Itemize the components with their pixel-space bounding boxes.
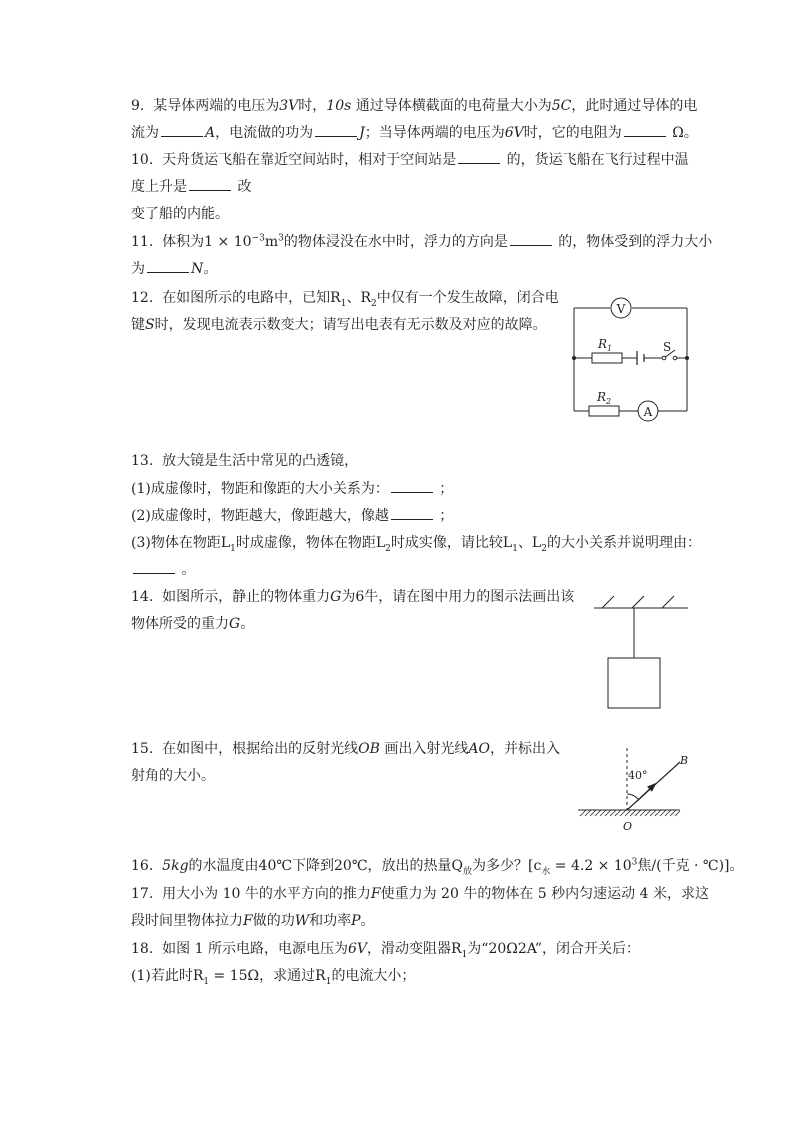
q15-number: 15.	[131, 741, 154, 757]
q12-number: 12.	[131, 290, 154, 306]
q10-text-e: 变了船的内能。	[131, 206, 229, 222]
q9-text-e: 流为	[131, 125, 159, 141]
q17-text-f: 。	[360, 913, 375, 929]
q16-number: 16.	[131, 858, 154, 874]
q11-blank-direction[interactable]	[510, 233, 552, 246]
q13-part-3c: 时成实像，请比较L	[390, 535, 513, 551]
q11-volume-exp: −3	[251, 233, 265, 244]
q14-line-1	[131, 588, 574, 606]
q15-ao: AO	[468, 741, 490, 757]
q11-unit-exp: 3	[278, 233, 284, 244]
angle-arc	[627, 794, 638, 799]
q13-part-3b: 时成虚像，物体在物距L	[235, 535, 386, 551]
q9-time: 10s	[326, 98, 352, 114]
q9-line-2	[131, 124, 698, 142]
mirror-hatch	[580, 810, 680, 816]
q9-unit-j: J	[359, 125, 365, 141]
q14-g-2: G	[229, 616, 241, 632]
q9-blank-work[interactable]	[315, 124, 357, 137]
switch-contact-icon	[662, 356, 666, 360]
q18-line-1	[131, 940, 640, 958]
q9-blank-current[interactable]	[161, 124, 203, 137]
q9-unit-ohm: Ω。	[672, 125, 698, 141]
q18-text-b: ，滑动变阻器R	[367, 941, 462, 957]
q18-line-2	[131, 967, 415, 985]
q16-text-f: 焦/(千克 · ℃)]。	[637, 858, 744, 874]
q16-text-b: 下降到	[292, 858, 335, 874]
q13-part-2: (2)成虚像时，物距越大，像距越大，像越	[131, 508, 389, 524]
q14-text-b: 为6牛，请在图中用力的图示法画出该	[341, 589, 575, 605]
q18-part-1a: (1)若此时R	[131, 968, 204, 984]
q13-part-1-end: ；	[439, 481, 454, 497]
q15-text-b: 画出入射光线	[384, 741, 469, 757]
q11-text-c: 的，物体受到的浮力大小	[558, 234, 713, 250]
q13-part-3d: 、L	[517, 535, 542, 551]
q18-sub: 1	[461, 949, 468, 960]
q16-text-c: ，放出的热量Q	[367, 858, 463, 874]
q13-sub: 1	[230, 543, 236, 554]
q13-sub: 1	[512, 543, 518, 554]
q11-text-b: 的物体浸没在水中时，浮力的方向是	[283, 234, 508, 250]
q13-line-5	[131, 561, 195, 579]
resistor-r1-icon	[592, 353, 622, 363]
q9-text-c: 通过导体横截面的电荷量大小为	[355, 98, 552, 114]
q17-text-d: 做的功	[252, 913, 295, 929]
q17-number: 17.	[131, 886, 154, 902]
switch-contact-icon	[673, 356, 677, 360]
q15-line-2	[131, 767, 215, 785]
q18-voltage: 6V	[347, 941, 368, 957]
q13-sub: 2	[385, 543, 391, 554]
q9-line-1	[131, 97, 697, 115]
q9-unit-a: A	[205, 125, 216, 141]
voltmeter-label: V	[616, 302, 626, 316]
q14-text-c: 物体所受的重力	[131, 616, 229, 632]
q9-text-d: ，此时通过导体的电	[571, 98, 698, 114]
q13-blank-2[interactable]	[391, 507, 433, 520]
r1-label: $R_1$	[598, 337, 613, 353]
q16-exp: 3	[631, 857, 638, 868]
q18-part-1c: 的电流大小；	[331, 968, 416, 984]
q17-text-c: 段时间里物体拉力	[131, 913, 243, 929]
q14-number: 14.	[131, 589, 154, 605]
q17-p: P	[351, 913, 361, 929]
q14-text-a: 如图所示，静止的物体重力	[162, 589, 331, 605]
q9-number: 9.	[131, 98, 145, 114]
junction-dot	[685, 356, 689, 360]
q18-text-c: 为“20Ω2A”，闭合开关后：	[467, 941, 640, 957]
q13-line-2	[131, 480, 453, 498]
q16-text-a: 的水温度由	[188, 858, 259, 874]
q16-temp-2: 20℃	[334, 858, 368, 874]
q11-unit: m	[264, 234, 279, 250]
block-icon	[608, 658, 660, 708]
q10-blank-motion[interactable]	[458, 151, 500, 164]
junction-dot	[572, 356, 576, 360]
q9-voltage-2: 6V	[504, 125, 524, 141]
q12-text-c: 中仅有一个发生故障，闭合电	[376, 290, 559, 306]
point-o-label: O	[623, 820, 633, 833]
switch-label: S	[663, 340, 672, 354]
q14-g: G	[330, 589, 342, 605]
q16-text-e: = 4.2 × 10	[550, 858, 632, 874]
q11-line-2	[131, 260, 217, 278]
q18-number: 18.	[131, 941, 154, 957]
q16-text-d: 为多少？[c	[472, 858, 542, 874]
q10-line-1	[131, 151, 689, 169]
q10-line-3	[131, 205, 229, 223]
q12-text-e: 时，发现电流表示数变大；请写出电表有无示数及对应的故障。	[154, 317, 547, 333]
q13-sub: 2	[541, 543, 547, 554]
q12-sub-2: 2	[371, 298, 377, 309]
circuit-diagram	[565, 295, 700, 425]
q17-text-a: 用大小为 10 牛的水平方向的推力	[162, 886, 371, 902]
q17-line-1	[131, 885, 709, 903]
q9-text-f: ，电流做的功为	[215, 125, 314, 141]
q12-line-1	[131, 289, 559, 307]
q9-charge: 5C	[551, 98, 572, 114]
q10-text-b: 的，货运飞船在飞行过程中温	[506, 152, 689, 168]
q13-blank-1[interactable]	[391, 480, 433, 493]
r2-label: $R_2$	[597, 390, 612, 406]
q10-line-2	[131, 178, 251, 196]
q15-ob: OB	[358, 741, 380, 757]
q9-text-a: 某导体两端的电压为	[153, 98, 280, 114]
q15-line-1	[131, 740, 560, 758]
q16-temp-1: 40℃	[258, 858, 293, 874]
q12-switch-label: S	[145, 317, 155, 333]
q12-text-a: 在如图所示的电路中，已知R	[162, 290, 341, 306]
q14-line-2	[131, 615, 254, 633]
q16-q-sub: 放	[462, 866, 472, 877]
q13-part-3a: (3)物体在物距L	[131, 535, 231, 551]
q11-text-a: 体积为	[162, 234, 205, 250]
q11-blank-force[interactable]	[147, 260, 189, 273]
q12-sub-1: 1	[340, 298, 347, 309]
q17-w: W	[294, 913, 310, 929]
q18-sub: 1	[203, 976, 210, 987]
ray-arrow-icon	[637, 786, 653, 801]
q11-line-1	[131, 233, 712, 251]
q17-f: F	[370, 886, 381, 902]
q18-part-1b: = 15Ω，求通过R	[209, 968, 326, 984]
q15-text-d: 射角的大小。	[131, 768, 215, 784]
q13-blank-3[interactable]	[133, 561, 175, 574]
q17-text-b: 使重力为 20 牛的物体在 5 秒内匀速运动 4 米，求这	[380, 886, 709, 902]
q13-number: 13.	[131, 453, 154, 469]
q13-part-2-end: ；	[439, 508, 454, 524]
q17-text-e: 和功率	[309, 913, 352, 929]
battery-icon	[637, 351, 644, 365]
q12-text-b: 、R	[346, 290, 371, 306]
resistor-r2-icon	[589, 406, 619, 416]
q10-text-a: 天舟货运飞船在靠近空间站时，相对于空间站是	[162, 152, 457, 168]
q11-unit-n: N。	[191, 261, 218, 277]
q9-text-g: ；当导体两端的电压为	[364, 125, 505, 141]
q13-part-3e: 的大小关系并说明理由：	[546, 535, 701, 551]
ammeter-label: A	[643, 405, 653, 419]
q16-mass: 5kg	[162, 858, 189, 874]
q12-text-d: 键	[131, 317, 145, 333]
q10-text-c: 度上升是	[131, 179, 187, 195]
q16-line-1	[131, 857, 744, 875]
q13-line-3	[131, 507, 453, 525]
q9-blank-resistance[interactable]	[624, 124, 666, 137]
q13-part-1: (1)成虚像时，物距和像距的大小关系为：	[131, 481, 389, 497]
q10-number: 10.	[131, 152, 154, 168]
q12-line-2	[131, 316, 547, 334]
q13-part-3-end: 。	[181, 562, 196, 578]
q15-text-c: ，并标出入	[489, 741, 560, 757]
q17-f-2: F	[243, 913, 253, 929]
q18-sub: 1	[325, 976, 332, 987]
reflection-diagram	[572, 744, 702, 834]
point-b-label: B	[680, 754, 689, 767]
q10-blank-method[interactable]	[189, 178, 231, 191]
q14-text-d: 。	[240, 616, 255, 632]
q17-line-2	[131, 912, 375, 930]
q10-text-d: 改	[237, 179, 252, 195]
q18-text-a: 如图 1 所示电路，电源电压为	[162, 941, 348, 957]
q15-text-a: 在如图中，根据给出的反射光线	[162, 741, 359, 757]
q13-line-4	[131, 534, 701, 552]
q9-voltage: 3V	[279, 98, 299, 114]
q13-text-a: 放大镜是生活中常见的凸透镜，	[162, 453, 359, 469]
q16-c-sub: 水	[541, 866, 551, 877]
q13-line-1	[131, 452, 358, 470]
angle-label: 40°	[628, 769, 648, 782]
q11-text-d: 为	[131, 261, 145, 277]
q9-text-h: 时，它的电阻为	[523, 125, 622, 141]
hanging-block-diagram	[592, 592, 692, 712]
q11-volume: 1 × 10	[204, 234, 252, 250]
q9-text-b: 时，	[298, 98, 327, 114]
q11-number: 11.	[131, 234, 154, 250]
